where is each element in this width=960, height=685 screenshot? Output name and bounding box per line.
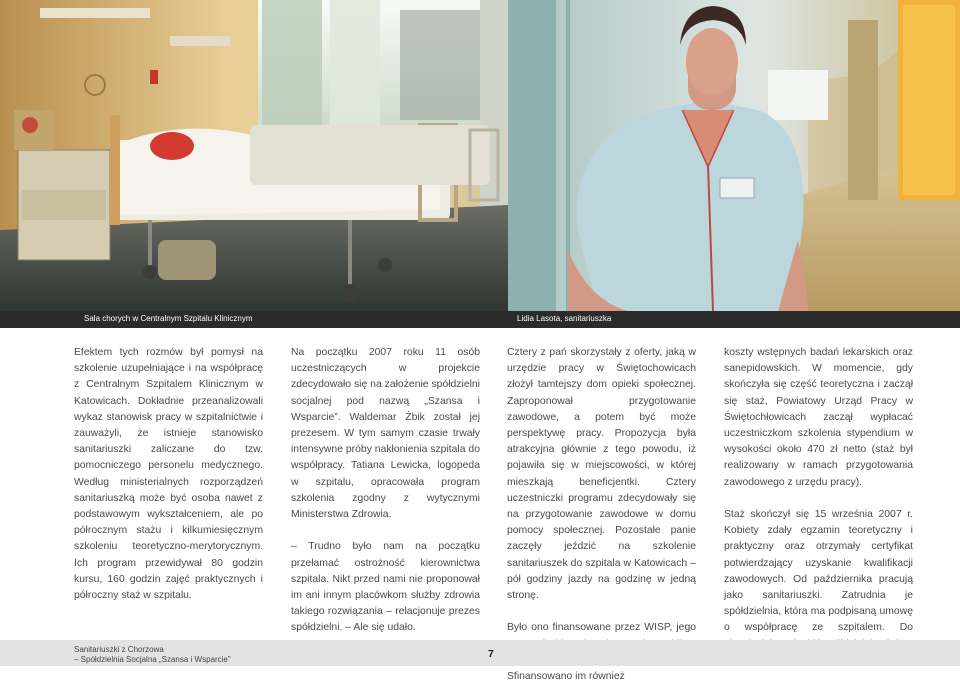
- caption-bar: [0, 311, 960, 328]
- paragraph: Było ono finansowane przez WISP, jego Sfinansowano im również: [507, 622, 696, 683]
- photo-strip: [0, 0, 960, 311]
- text-column-2: [291, 345, 480, 637]
- photo-caption-ward: Sala chorych w Centralnym Szpitalu Klinicznym: [84, 314, 253, 323]
- paragraph: Efektem tych rozmów był pomysł na szkolenie uzupełniające i na współpracę z Centralnym Szpitalem Klinicznym w Katowicach. Dokładnie przeanalizowali wykaz stanowisk pracy w szpitalnictwie i zauważyli, że istnieje stanowisko sanitariuszki zaliczane do tzw. pomocniczego personelu medycznego. Według ministerialnych rozporządzeń sanitariuszką może być osoba nawet z podstawowym wykształceniem, ale po półrocznym stażu i kilkumiesięcznym szkoleniu teoretyczno-merytorycznym. Ich program przewidywał 80 godzin kursu, 160 godzin zajęć praktycznych i półroczny staż w szpitalu.: [74, 347, 263, 602]
- page-number: 7: [488, 648, 494, 660]
- paragraph: Na początku 2007 roku 11 osób uczestniczących w projekcie zdecydowało się na założenie spółdzielni socjalnej pod nazwą „Szansa i Wsparcie”. Waldemar Żbik został jej prezesem. W tym samym czasie trwały intensywne próby nakłonienia szpitala do współpracy. Tatiana Lewicka, logopeda w szpitalu, opracowała program szkolenia zgodny z wytycznymi Ministerstwa Zdrowia.: [291, 347, 480, 521]
- hospital-ward-photo: [0, 0, 508, 311]
- paragraph: Staż skończył się 15 września 2007 r. Kobiety zdały egzamin teoretyczny i praktyczny oraz otrzymały certyfikat potwierdzający uzyskanie kwalifikacji zawodowych. Od października pracują jako sanitariuszki. Zatrudnia je spółdzielnia, która ma podpisaną umowę o współpracę ze szpitalem. Do: [724, 509, 913, 634]
- photo-caption-nurse: Lidia Lasota, sanitariuszka: [517, 314, 612, 323]
- footer-publication-title: Sanitariuszki z Chorzowa: [74, 645, 164, 654]
- page-footer: [0, 640, 960, 666]
- text-column-1: [74, 345, 263, 604]
- paragraph: koszty wstępnych badań lekarskich oraz sanepidowskich. W momencie, gdy skończyła się część teoretyczna i zaczął się staż, Powiatowy Urząd Pracy w Świętochłowicach zaczął wypłacać uczestniczkom szkolenia stypendium w wysokości około 470 zł netto (staż był realizowany w ramach przygotowania zawodowego z urzędu pracy).: [724, 347, 913, 488]
- text-column-3: [507, 345, 696, 685]
- text-column-4: [724, 345, 913, 653]
- footer-publication-subtitle: – Spółdzielnia Socjalna „Szansa i Wsparcie”: [74, 655, 231, 664]
- paragraph: – Trudno było nam na początku przełamać ostrożność kierownictwa szpitala. Nikt przed nami nie proponował im ani innym placówkom służby zdrowia takiego rozwiązania – relacjonuje prezes spółdzielni. – Ale się udało.: [291, 541, 480, 634]
- nurse-portrait-photo: [508, 0, 960, 311]
- paragraph: Cztery z pań skorzystały z oferty, jaką w urzędzie pracy w Świętochowicach złożył tamtejszy dom opieki społecznej. Zaproponował przygotowanie zawodowe, a potem być może perspektywę pracy. Propozycja była atrakcyjna głównie z tego powodu, iż pojawiła się w miejscowości, w której mieszkają beneficjentki. Cztery uczestniczki programu zdecydowały się na przygotowanie zawodowe w domu pomocy społecznej. Pozostałe panie zaczęły jeździć na szkolenie sanitariuszek do szpitala w Katowicach – pół godziny jazdy na godzinę w jedną stronę.: [507, 347, 696, 602]
